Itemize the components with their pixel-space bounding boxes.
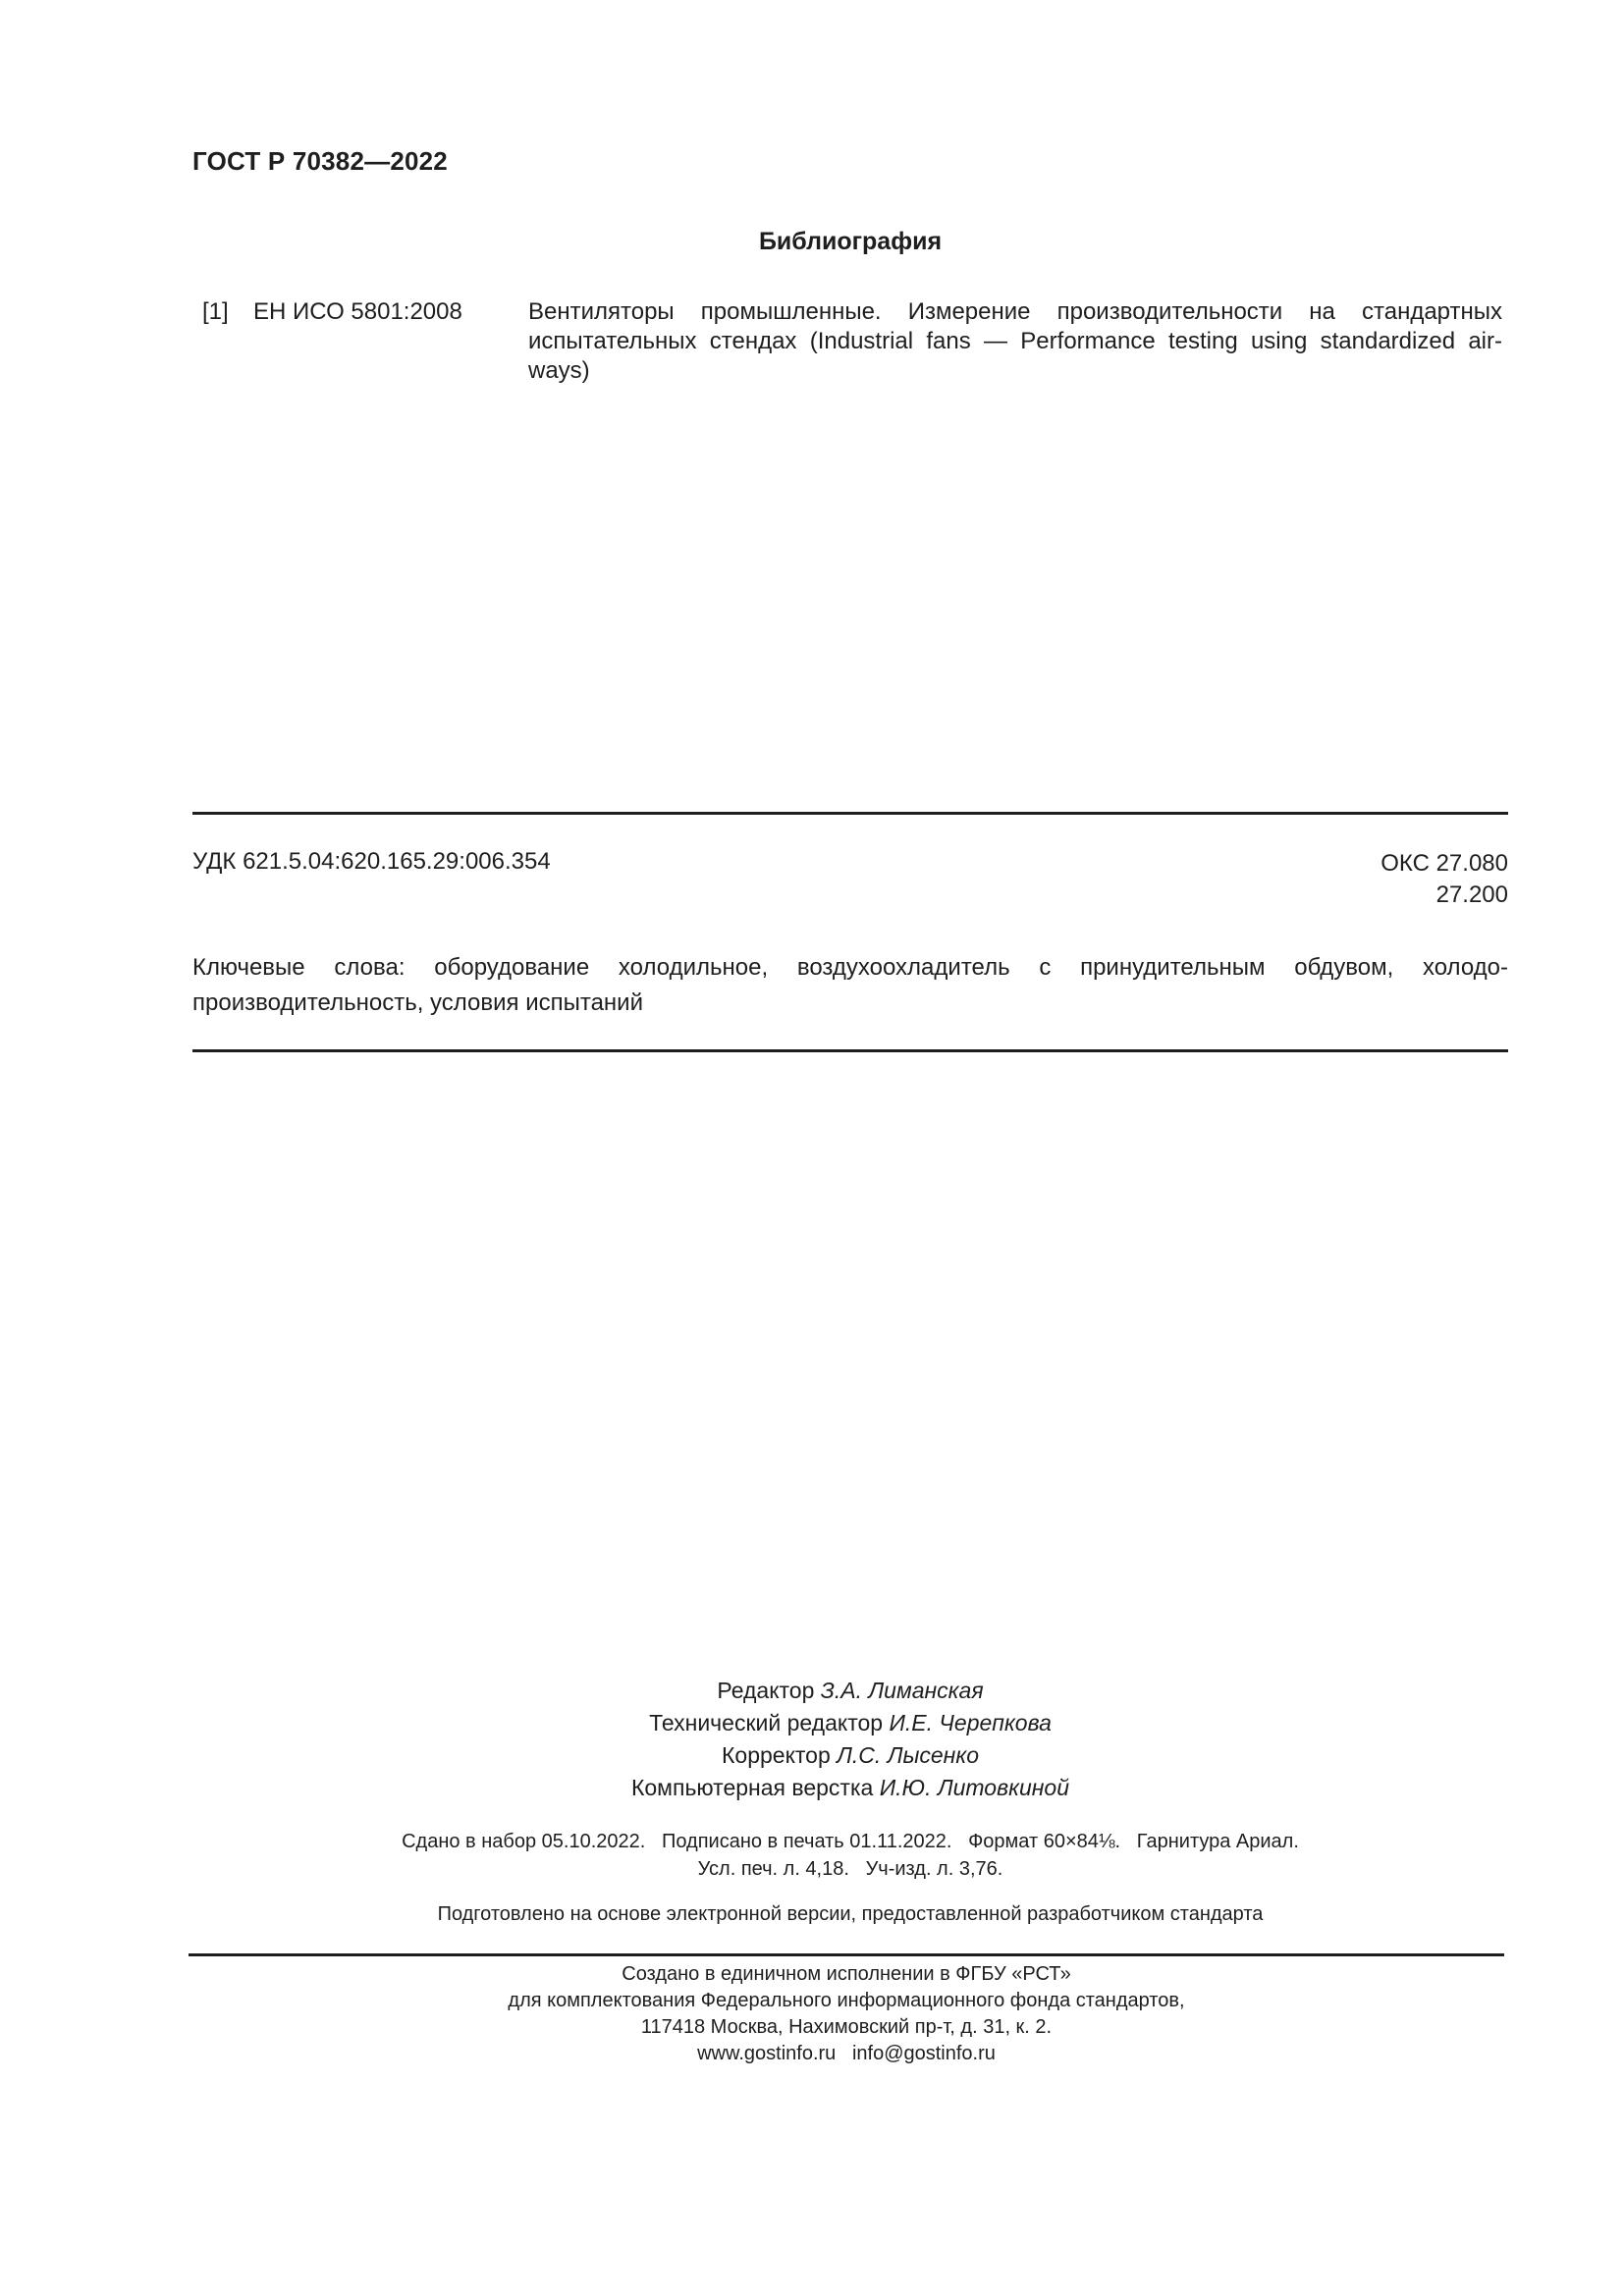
credit-editor: [0, 1675, 1624, 1707]
footer-line-1: Создано в единичном исполнении в ФГБУ «РСТ»: [622, 1963, 1071, 1985]
bibliography-entry-code: ЕН ИСО 5801:2008: [253, 298, 462, 325]
publisher-footer: [0, 1961, 1624, 2067]
credit-technical-editor: [0, 1707, 1624, 1739]
website-link[interactable]: www.gostinfo.ru: [697, 2043, 837, 2064]
credit-name: И.Е. Черепкова: [889, 1710, 1052, 1735]
credit-name: Л.С. Лысенко: [837, 1742, 979, 1768]
credit-role: Корректор: [722, 1742, 831, 1768]
credit-role: Технический редактор: [649, 1710, 884, 1735]
credits-block: [0, 1675, 1624, 1804]
udk-code: УДК 621.5.04:620.165.29:006.354: [192, 848, 551, 875]
print-info-line-1: Сдано в набор 05.10.2022. Подписано в печать 01.11.2022. Формат 60×84⅛. Гарнитура Ариал.: [402, 1831, 1299, 1852]
footer-line-2: для комплектования Федерального информационного фонда стандартов,: [508, 1990, 1185, 2011]
credit-role: Компьютерная верстка: [630, 1775, 874, 1800]
divider-middle: [192, 1049, 1508, 1052]
bibliography-entry-text: Вентиляторы промышленные. Измерение производительности на стандартных испытательных стендах (Industrial fans — Performance testing using standardized air-ways): [528, 298, 1502, 384]
oks-code-2: 27.200: [1435, 881, 1508, 908]
print-info: [0, 1828, 1624, 1883]
bibliography-title: Библиография: [758, 228, 943, 255]
bibliography-entry-number: [1]: [202, 298, 229, 325]
divider-top: [192, 812, 1508, 815]
keywords: Ключевые слова: оборудование холодильное, воздухоохладитель с принудительным обдувом, холодо-производительность, условия испытаний: [192, 954, 1508, 1016]
credit-layout: [0, 1772, 1624, 1804]
email-link[interactable]: info@gostinfo.ru: [851, 2043, 996, 2064]
footer-contacts: [0, 2041, 1624, 2067]
oks-code-1: ОКС 27.080: [1380, 850, 1508, 877]
print-info-line-2: Усл. печ. л. 4,18. Уч-изд. л. 3,76.: [697, 1858, 1003, 1880]
credit-name: И.Ю. Литовкиной: [879, 1775, 1069, 1800]
document-code: ГОСТ Р 70382—2022: [192, 146, 448, 176]
oks-codes: [1380, 848, 1508, 911]
credit-proofreader: [0, 1739, 1624, 1772]
footer-line-3: 117418 Москва, Нахимовский пр-т, д. 31, к. 2.: [640, 2016, 1053, 2038]
credit-name: З.А. Лиманская: [820, 1678, 984, 1703]
prepared-note: Подготовлено на основе электронной версии, предоставленной разработчиком стандарта: [437, 1903, 1264, 1925]
credit-role: Редактор: [717, 1678, 815, 1703]
divider-bottom: [189, 1953, 1504, 1956]
